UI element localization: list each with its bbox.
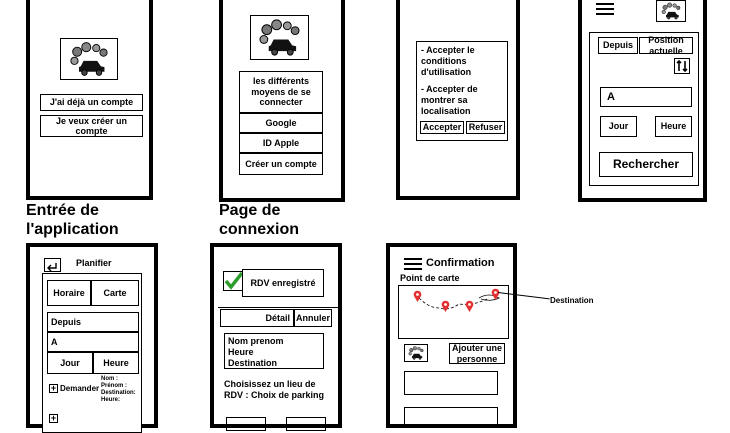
screen-connexion (219, 0, 345, 202)
create-label: Je veux créer un compte (55, 115, 128, 136)
rdv-details (224, 333, 324, 369)
search-button[interactable]: Rechercher (599, 152, 693, 177)
destination-field[interactable]: A (600, 87, 692, 107)
detail-tab[interactable]: Détail (220, 309, 294, 327)
destination-field[interactable]: A (47, 332, 139, 352)
day-field[interactable]: Jour (47, 352, 93, 374)
accept-button[interactable]: Accepter (420, 121, 464, 134)
add-person-button[interactable]: Ajouter une personne (449, 343, 505, 364)
destination-annotation: Destination (550, 296, 594, 305)
map-area[interactable] (398, 285, 509, 339)
rdv-status: RDV enregistré (242, 269, 324, 297)
tab-horaire[interactable]: Horaire (47, 280, 91, 306)
planifier-panel (42, 273, 142, 433)
screen-confirmation (386, 243, 517, 428)
car-logo-icon (61, 39, 117, 79)
screen-rdv (210, 243, 342, 428)
caption-connexion: Page de connexion (219, 202, 300, 239)
divider (218, 307, 338, 308)
menu-icon[interactable] (404, 258, 422, 270)
request-details: Nom : Prénom : Destination: Heure: (101, 376, 136, 403)
person-slot[interactable] (404, 407, 498, 427)
rdv-info-text: Nom prenom Heure Destination (228, 336, 284, 368)
page-subtitle: Point de carte (400, 273, 460, 283)
check-icon (223, 271, 244, 291)
conditions-panel (416, 41, 508, 141)
login-label: J'ai déjà un compte (49, 97, 134, 108)
page-title: Confirmation (426, 257, 495, 269)
cancel-button[interactable]: Annuler (294, 309, 332, 327)
terms-text: - Accepter le conditions d'utilisation (421, 45, 475, 77)
option-box[interactable] (226, 417, 266, 431)
screen-planifier (26, 243, 158, 428)
depuis-field[interactable]: Depuis (47, 312, 139, 332)
option-box[interactable] (286, 417, 326, 431)
map-pin-icon (491, 288, 500, 301)
demander-label: Demander (60, 384, 100, 393)
map-pin-icon (441, 300, 450, 313)
map-pin-icon (465, 300, 474, 313)
car-logo-icon (657, 1, 685, 21)
refuse-button[interactable]: Refuser (466, 121, 505, 134)
apple-id-button[interactable]: ID Apple (239, 133, 323, 153)
create-account-button[interactable] (40, 115, 143, 137)
create-account-button[interactable]: Créer un compte (239, 153, 323, 175)
screen-recherche (578, 0, 707, 202)
screen-conditions (396, 0, 520, 200)
login-button[interactable] (40, 94, 143, 111)
depuis-field[interactable]: Depuis (598, 37, 638, 54)
app-logo (60, 38, 118, 80)
location-text: - Accepter de montrer sa localisation (421, 84, 478, 116)
hour-field[interactable]: Heure (655, 116, 692, 137)
screen-entree (26, 0, 153, 200)
car-logo-icon (405, 345, 427, 361)
caption-entree: Entrée de l'application (26, 202, 119, 239)
person-slot[interactable] (404, 371, 498, 395)
app-logo (656, 0, 686, 22)
current-position-button[interactable]: Position actuelle (639, 37, 693, 54)
app-logo (404, 344, 428, 362)
car-logo-icon (251, 16, 308, 59)
app-logo (250, 15, 309, 60)
hour-field[interactable]: Heure (93, 352, 139, 374)
menu-icon[interactable] (596, 3, 614, 15)
choose-place-text: Choisissez un lieu de RDV : Choix de parking (224, 379, 325, 400)
day-field[interactable]: Jour (600, 116, 637, 137)
map-pin-icon (413, 290, 422, 303)
tab-carte[interactable]: Carte (91, 280, 139, 306)
search-panel (589, 32, 699, 186)
page-title: Planifier (76, 258, 112, 268)
swap-icon[interactable] (674, 58, 690, 74)
plus-icon[interactable]: + (50, 413, 57, 423)
plus-icon[interactable]: + (50, 383, 57, 393)
google-button[interactable]: Google (239, 113, 323, 133)
back-icon[interactable] (44, 258, 61, 272)
login-methods-label: les différents moyens de se connecter (239, 71, 323, 113)
